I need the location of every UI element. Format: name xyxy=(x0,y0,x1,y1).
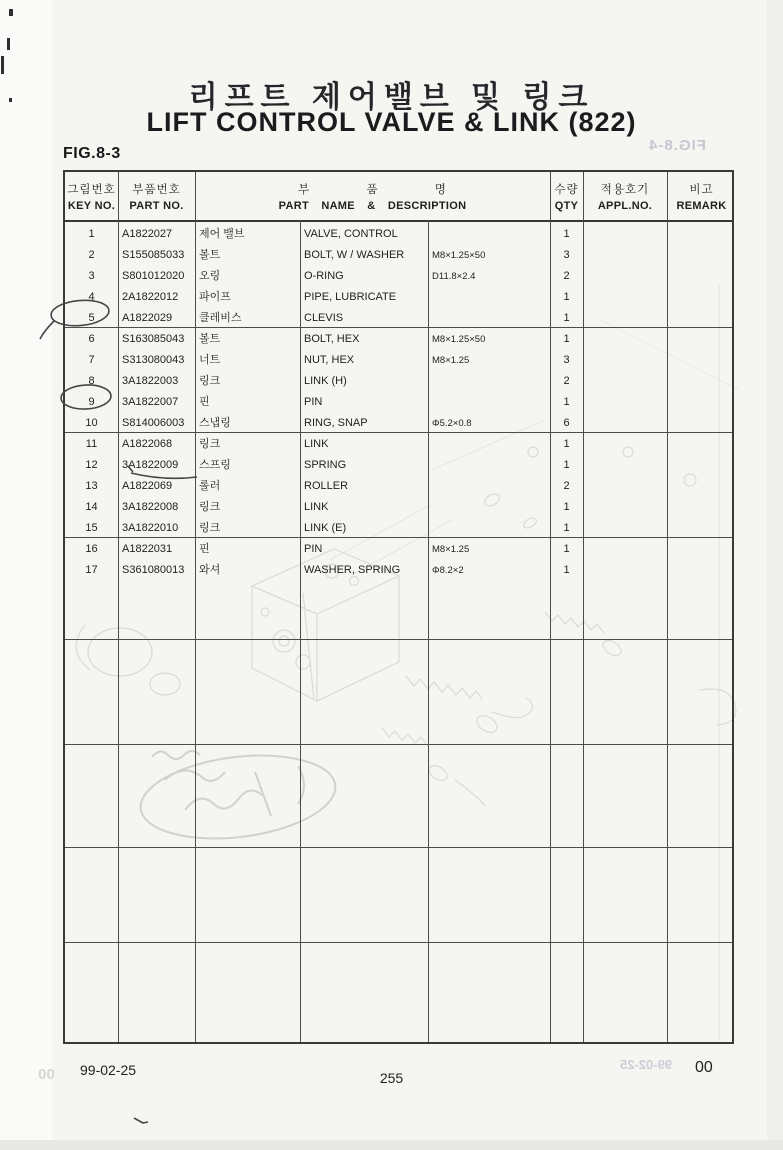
appl-no-cell xyxy=(587,497,665,518)
band-divider-line xyxy=(65,432,732,433)
table-row xyxy=(65,518,736,539)
appl-no-cell xyxy=(587,455,665,476)
qty-cell: 2 xyxy=(563,270,570,282)
key-no-cell: 5 xyxy=(88,312,95,324)
part-name-ko-cell: 볼트 xyxy=(199,333,221,345)
header-key-no xyxy=(65,172,118,220)
part-no-cell: S814006003 xyxy=(122,417,185,429)
spec-cell xyxy=(432,434,548,455)
table-row xyxy=(65,413,736,434)
header-remark-ko: 비고 xyxy=(689,183,714,196)
key-no-cell: 6 xyxy=(88,333,95,345)
description-cell: PIN xyxy=(304,396,323,408)
table-row xyxy=(65,371,736,392)
remark-cell xyxy=(671,392,734,413)
key-no-cell: 15 xyxy=(85,522,98,534)
ghost-code-mirrored: 00 xyxy=(38,1066,55,1083)
description-cell: PIPE, LUBRICATE xyxy=(304,291,397,303)
remark-cell xyxy=(671,350,734,371)
spec-cell: D11.8×2.4 xyxy=(432,271,476,282)
sub-column-line xyxy=(300,220,301,1042)
description-cell: BOLT, W / WASHER xyxy=(304,249,405,261)
header-key-no-ko: 그림번호 xyxy=(67,183,116,196)
header-qty xyxy=(550,172,583,220)
remark-cell xyxy=(671,287,734,308)
appl-no-cell xyxy=(587,434,665,455)
remark-cell xyxy=(671,539,734,560)
header-part-no-ko: 부품번호 xyxy=(132,183,181,196)
part-name-ko-cell: 클레비스 xyxy=(199,312,242,324)
description-cell: O-RING xyxy=(304,270,344,282)
spec-cell: Φ8.2×2 xyxy=(432,565,464,576)
scan-left-margin xyxy=(0,0,52,1150)
description-cell: LINK xyxy=(304,501,329,513)
key-no-cell: 2 xyxy=(88,249,95,261)
ghost-date-mirrored: 99-02-25 xyxy=(620,1057,673,1072)
footer-date: 99-02-25 xyxy=(80,1062,137,1078)
key-no-cell: 13 xyxy=(85,480,98,492)
appl-no-cell xyxy=(587,245,665,266)
scan-bottom-edge xyxy=(0,1140,783,1150)
table-row xyxy=(65,350,736,371)
part-no-cell: 3A1822009 xyxy=(122,459,179,471)
figure-number-label: FIG.8-3 xyxy=(63,145,121,162)
part-no-cell: 3A1822007 xyxy=(122,396,179,408)
part-no-cell: A1822069 xyxy=(122,480,173,492)
part-name-ko-cell: 너트 xyxy=(199,354,221,366)
scan-right-edge xyxy=(767,0,783,1150)
remark-cell xyxy=(671,413,734,434)
qty-cell: 1 xyxy=(563,291,570,303)
sub-column-line xyxy=(428,220,429,1042)
header-qty-en: QTY xyxy=(554,199,579,212)
page-title-korean: 리프트 제어밸브 및 링크 xyxy=(188,81,595,114)
key-no-cell: 9 xyxy=(88,396,95,408)
header-qty-ko: 수량 xyxy=(554,183,579,196)
footer-page-number: 255 xyxy=(379,1070,404,1086)
appl-no-cell xyxy=(587,371,665,392)
spec-cell: M8×1.25 xyxy=(432,544,470,555)
appl-no-cell xyxy=(587,413,665,434)
header-part-name-ko: 부 품 명 xyxy=(298,183,447,196)
table-row xyxy=(65,224,736,245)
table-row xyxy=(65,476,736,497)
page-title-english: LIFT CONTROL VALVE & LINK (822) xyxy=(146,107,637,137)
description-cell: LINK xyxy=(304,438,329,450)
appl-no-cell xyxy=(587,476,665,497)
spec-cell xyxy=(432,497,548,518)
appl-no-cell xyxy=(587,539,665,560)
header-part-name-en: PART NAME & DESCRIPTION xyxy=(278,199,467,212)
description-cell: LINK (H) xyxy=(304,375,347,387)
spec-cell xyxy=(432,518,548,539)
part-name-ko-cell: 와셔 xyxy=(199,564,221,576)
appl-no-cell xyxy=(587,518,665,539)
pen-mark-bottom xyxy=(134,1118,148,1123)
appl-no-cell xyxy=(587,392,665,413)
description-cell: RING, SNAP xyxy=(304,417,368,429)
qty-cell: 1 xyxy=(563,333,570,345)
part-no-cell: 3A1822003 xyxy=(122,375,179,387)
qty-cell: 3 xyxy=(563,354,570,366)
key-no-cell: 14 xyxy=(85,501,98,513)
qty-cell: 1 xyxy=(563,564,570,576)
appl-no-cell xyxy=(587,266,665,287)
header-appl-no-en: APPL.NO. xyxy=(597,199,653,212)
parts-table xyxy=(63,170,734,1044)
qty-cell: 1 xyxy=(563,228,570,240)
key-no-cell: 3 xyxy=(88,270,95,282)
part-name-ko-cell: 링크 xyxy=(199,438,221,450)
key-no-cell: 7 xyxy=(88,354,95,366)
band-divider-line xyxy=(65,847,732,848)
key-no-cell: 11 xyxy=(85,438,98,450)
appl-no-cell xyxy=(587,308,665,329)
header-remark-en: REMARK xyxy=(676,199,727,212)
footer-code: 00 xyxy=(695,1059,713,1076)
remark-cell xyxy=(671,329,734,350)
part-name-ko-cell: 핀 xyxy=(199,543,210,555)
remark-cell xyxy=(671,476,734,497)
column-line xyxy=(583,172,584,1042)
part-no-cell: S163085043 xyxy=(122,333,185,345)
appl-no-cell xyxy=(587,560,665,581)
qty-cell: 1 xyxy=(563,501,570,513)
header-divider-line xyxy=(65,220,732,222)
header-remark xyxy=(667,172,736,220)
table-row xyxy=(65,287,736,308)
remark-cell xyxy=(671,560,734,581)
qty-cell: 1 xyxy=(563,438,570,450)
key-no-cell: 8 xyxy=(88,375,95,387)
band-divider-line xyxy=(65,744,732,745)
key-no-cell: 1 xyxy=(88,228,95,240)
qty-cell: 1 xyxy=(563,522,570,534)
qty-cell: 3 xyxy=(563,249,570,261)
band-divider-line xyxy=(65,537,732,538)
spec-cell: M8×1.25×50 xyxy=(432,334,486,345)
spec-cell xyxy=(432,392,548,413)
part-no-cell: 3A1822010 xyxy=(122,522,179,534)
qty-cell: 1 xyxy=(563,459,570,471)
band-divider-line xyxy=(65,639,732,640)
remark-cell xyxy=(671,497,734,518)
table-row xyxy=(65,329,736,350)
spec-cell xyxy=(432,476,548,497)
key-no-cell: 17 xyxy=(85,564,98,576)
table-row xyxy=(65,560,736,581)
table-row xyxy=(65,497,736,518)
ghost-figure-label-mirrored: FIG.8-4 xyxy=(648,137,706,154)
part-no-cell: A1822027 xyxy=(122,228,173,240)
description-cell: LINK (E) xyxy=(304,522,347,534)
remark-cell xyxy=(671,224,734,245)
header-part-no xyxy=(118,172,195,220)
table-row xyxy=(65,308,736,329)
part-name-ko-cell: 파이프 xyxy=(199,291,231,303)
part-name-ko-cell: 스냅링 xyxy=(199,417,231,429)
description-cell: VALVE, CONTROL xyxy=(304,228,398,240)
part-no-cell: S361080013 xyxy=(122,564,185,576)
part-name-ko-cell: 오링 xyxy=(199,270,221,282)
column-line xyxy=(195,172,196,1042)
part-name-ko-cell: 핀 xyxy=(199,396,210,408)
table-row xyxy=(65,266,736,287)
description-cell: BOLT, HEX xyxy=(304,333,360,345)
spec-cell xyxy=(432,287,548,308)
part-no-cell: A1822031 xyxy=(122,543,173,555)
description-cell: WASHER, SPRING xyxy=(304,564,401,576)
part-no-cell: 3A1822008 xyxy=(122,501,179,513)
appl-no-cell xyxy=(587,350,665,371)
band-divider-line xyxy=(65,327,732,328)
part-name-ko-cell: 링크 xyxy=(199,522,221,534)
remark-cell xyxy=(671,518,734,539)
appl-no-cell xyxy=(587,329,665,350)
qty-cell: 6 xyxy=(563,417,570,429)
qty-cell: 1 xyxy=(563,396,570,408)
header-appl-no xyxy=(583,172,667,220)
part-name-ko-cell: 볼트 xyxy=(199,249,221,261)
part-no-cell: 2A1822012 xyxy=(122,291,179,303)
description-cell: CLEVIS xyxy=(304,312,344,324)
remark-cell xyxy=(671,308,734,329)
key-no-cell: 10 xyxy=(85,417,98,429)
part-no-cell: A1822068 xyxy=(122,438,173,450)
spec-cell xyxy=(432,455,548,476)
column-line xyxy=(667,172,668,1042)
band-divider-line xyxy=(65,942,732,943)
part-name-ko-cell: 스프링 xyxy=(199,459,231,471)
spec-cell: Φ5.2×0.8 xyxy=(432,418,472,429)
qty-cell: 1 xyxy=(563,543,570,555)
part-name-ko-cell: 제어 밸브 xyxy=(199,228,245,240)
spec-cell xyxy=(432,371,548,392)
remark-cell xyxy=(671,245,734,266)
table-row xyxy=(65,434,736,455)
column-line xyxy=(550,172,551,1042)
qty-cell: 2 xyxy=(563,375,570,387)
key-no-cell: 4 xyxy=(88,291,95,303)
remark-cell xyxy=(671,455,734,476)
description-cell: SPRING xyxy=(304,459,347,471)
header-part-no-en: PART NO. xyxy=(129,199,184,212)
qty-cell: 1 xyxy=(563,312,570,324)
key-no-cell: 12 xyxy=(85,459,98,471)
description-cell: PIN xyxy=(304,543,323,555)
table-row xyxy=(65,245,736,266)
spec-cell xyxy=(432,308,548,329)
table-row xyxy=(65,455,736,476)
remark-cell xyxy=(671,434,734,455)
header-key-no-en: KEY NO. xyxy=(67,199,116,212)
part-name-ko-cell: 롤러 xyxy=(199,480,221,492)
header-part-name xyxy=(195,172,550,220)
appl-no-cell xyxy=(587,287,665,308)
part-no-cell: A1822029 xyxy=(122,312,173,324)
remark-cell xyxy=(671,266,734,287)
spec-cell: M8×1.25 xyxy=(432,355,470,366)
header-appl-no-ko: 적용호기 xyxy=(600,183,650,196)
part-name-ko-cell: 링크 xyxy=(199,501,221,513)
spec-cell xyxy=(432,224,548,245)
column-line xyxy=(118,172,119,1042)
key-no-cell: 16 xyxy=(85,543,98,555)
description-cell: ROLLER xyxy=(304,480,349,492)
spec-cell: M8×1.25×50 xyxy=(432,250,486,261)
part-name-ko-cell: 링크 xyxy=(199,375,221,387)
appl-no-cell xyxy=(587,224,665,245)
table-row xyxy=(65,392,736,413)
part-no-cell: S155085033 xyxy=(122,249,185,261)
table-row xyxy=(65,539,736,560)
qty-cell: 2 xyxy=(563,480,570,492)
part-no-cell: S313080043 xyxy=(122,354,185,366)
remark-cell xyxy=(671,371,734,392)
part-no-cell: S801012020 xyxy=(122,270,185,282)
description-cell: NUT, HEX xyxy=(304,354,355,366)
